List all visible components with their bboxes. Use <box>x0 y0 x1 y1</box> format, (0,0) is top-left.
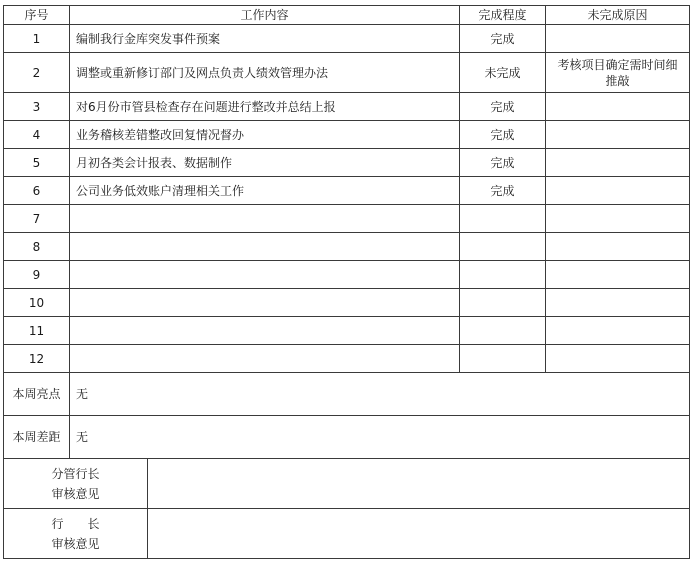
row-1-progress: 完成 <box>459 24 546 53</box>
header-reason: 未完成原因 <box>545 5 690 25</box>
row-8-content <box>69 232 460 261</box>
row-9-progress <box>459 260 546 289</box>
row-11-progress <box>459 316 546 345</box>
row-3-content: 对6月份市管县检查存在问题进行整改并总结上报 <box>69 92 460 121</box>
weekly-work-report-table <box>3 5 690 559</box>
president-review-label-line2: 审核意见 <box>51 536 100 551</box>
deputy-review-value <box>147 458 690 509</box>
row-12-progress <box>459 344 546 373</box>
row-12-no: 12 <box>3 344 70 373</box>
row-6-progress: 完成 <box>459 176 546 205</box>
row-2-no: 2 <box>3 52 70 93</box>
row-11-no: 11 <box>3 316 70 345</box>
row-8-reason <box>545 232 690 261</box>
header-progress: 完成程度 <box>459 5 546 25</box>
row-12-content <box>69 344 460 373</box>
row-7-progress <box>459 204 546 233</box>
row-8-progress <box>459 232 546 261</box>
row-4-content: 业务稽核差错整改回复情况督办 <box>69 120 460 149</box>
row-5-reason <box>545 148 690 177</box>
row-6-reason <box>545 176 690 205</box>
row-5-content: 月初各类会计报表、数据制作 <box>69 148 460 177</box>
highlights-value: 无 <box>69 372 690 416</box>
row-11-reason <box>545 316 690 345</box>
shortfalls-label: 本周差距 <box>3 415 70 459</box>
row-4-progress: 完成 <box>459 120 546 149</box>
row-10-reason <box>545 288 690 317</box>
row-10-progress <box>459 288 546 317</box>
row-1-no: 1 <box>3 24 70 53</box>
row-3-reason <box>545 92 690 121</box>
row-3-progress: 完成 <box>459 92 546 121</box>
row-6-no: 6 <box>3 176 70 205</box>
row-4-reason <box>545 120 690 149</box>
deputy-review-label-line2: 审核意见 <box>51 486 100 501</box>
row-11-content <box>69 316 460 345</box>
row-9-reason <box>545 260 690 289</box>
president-review-value <box>147 508 690 559</box>
row-6-content: 公司业务低效账户清理相关工作 <box>69 176 460 205</box>
row-10-content <box>69 288 460 317</box>
row-2-progress: 未完成 <box>459 52 546 93</box>
row-5-no: 5 <box>3 148 70 177</box>
row-7-reason <box>545 204 690 233</box>
highlights-label: 本周亮点 <box>3 372 70 416</box>
row-1-content: 编制我行金库突发事件预案 <box>69 24 460 53</box>
president-review-label-line1: 行 长 <box>51 516 100 531</box>
row-4-no: 4 <box>3 120 70 149</box>
header-seq: 序号 <box>3 5 70 25</box>
row-7-no: 7 <box>3 204 70 233</box>
row-12-reason <box>545 344 690 373</box>
row-5-progress: 完成 <box>459 148 546 177</box>
row-10-no: 10 <box>3 288 70 317</box>
president-review-label <box>3 508 148 559</box>
deputy-review-label <box>3 458 148 509</box>
shortfalls-value: 无 <box>69 415 690 459</box>
row-9-no: 9 <box>3 260 70 289</box>
row-2-content: 调整或重新修订部门及网点负责人绩效管理办法 <box>69 52 460 93</box>
row-2-reason: 考核项目确定需时间细推敲 <box>545 52 690 93</box>
row-9-content <box>69 260 460 289</box>
header-content: 工作内容 <box>69 5 460 25</box>
row-7-content <box>69 204 460 233</box>
row-3-no: 3 <box>3 92 70 121</box>
row-1-reason <box>545 24 690 53</box>
deputy-review-label-line1: 分管行长 <box>51 466 100 481</box>
row-8-no: 8 <box>3 232 70 261</box>
